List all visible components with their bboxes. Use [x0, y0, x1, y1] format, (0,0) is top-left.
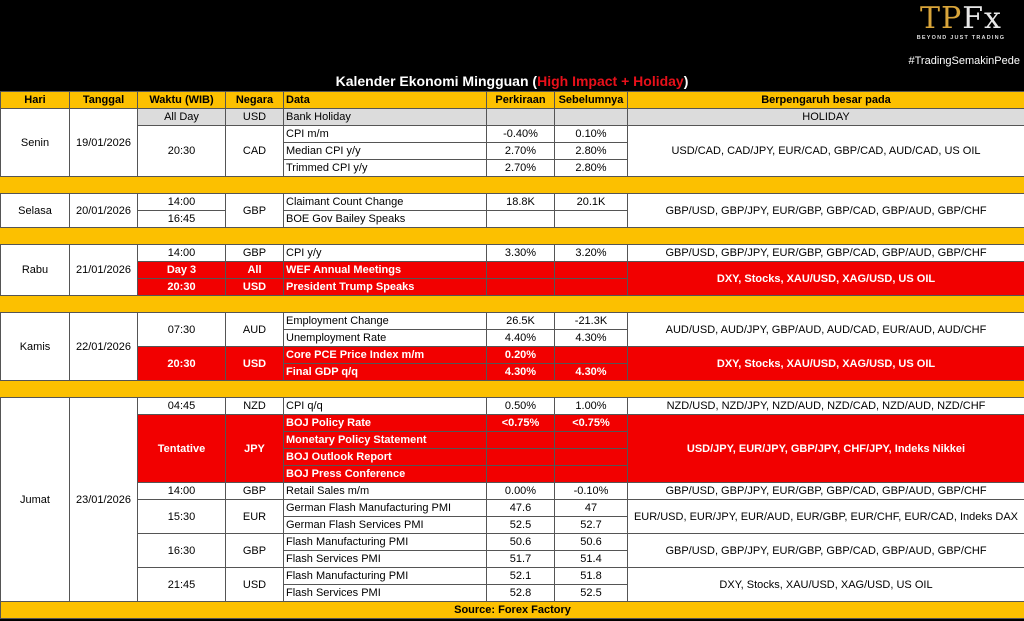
day-name: Jumat [1, 398, 70, 602]
table-row: 14:00 GBP Retail Sales m/m 0.00% -0.10% GBP/USD, GBP/JPY, EUR/GBP, GBP/CAD, GBP/AUD, GBP/CHF [1, 483, 1024, 500]
table-row-high-impact: Day 3 All WEF Annual Meetings DXY, Stocks, XAU/USD, XAG/USD, US OIL [1, 262, 1024, 279]
table-row: Flash Services PMI 52.8 52.5 [1, 585, 1024, 602]
col-perkiraan: Perkiraan [487, 92, 555, 109]
table-row: 16:45 BOE Gov Bailey Speaks [1, 211, 1024, 228]
table-row: Unemployment Rate 4.40% 4.30% [1, 330, 1024, 347]
title-highlight: High Impact + Holiday [537, 73, 684, 89]
logo-tp: TP [920, 1, 963, 36]
spacer-row [1, 296, 1024, 313]
table-row: Flash Services PMI 51.7 51.4 [1, 551, 1024, 568]
table-row: Selasa 20/01/2026 14:00 GBP Claimant Count Change 18.8K 20.1K GBP/USD, GBP/JPY, EUR/GBP, GBP/CAD, GBP/AUD, GBP/CHF [1, 194, 1024, 211]
day-name: Rabu [1, 245, 70, 296]
day-name: Kamis [1, 313, 70, 381]
table-row-high-impact: Tentative JPY BOJ Policy Rate <0.75% <0.75% USD/JPY, EUR/JPY, GBP/JPY, CHF/JPY, Indeks Nikkei [1, 415, 1024, 432]
table-row: Median CPI y/y 2.70% 2.80% [1, 143, 1024, 160]
logo-fx: Fx [962, 1, 1002, 36]
table-row-high-impact: Monetary Policy Statement [1, 432, 1024, 449]
day-name: Selasa [1, 194, 70, 228]
col-impact: Berpengaruh besar pada [628, 92, 1024, 109]
top-banner [0, 0, 1024, 71]
table-row: 20:30 CAD CPI m/m -0.40% 0.10% USD/CAD, CAD/JPY, EUR/CAD, GBP/CAD, AUD/CAD, US OIL [1, 126, 1024, 143]
col-negara: Negara [226, 92, 284, 109]
table-row-high-impact: Final GDP q/q 4.30% 4.30% [1, 364, 1024, 381]
table-row-high-impact: 20:30 USD President Trump Speaks [1, 279, 1024, 296]
date: 21/01/2026 [70, 245, 138, 296]
table-row: Rabu 21/01/2026 14:00 GBP CPI y/y 3.30% 3.20% GBP/USD, GBP/JPY, EUR/GBP, GBP/CAD, GBP/AUD, GBP/CHF [1, 245, 1024, 262]
spacer-row [1, 228, 1024, 245]
date: 19/01/2026 [70, 109, 138, 177]
source-label: Source: Forex Factory [1, 602, 1024, 619]
table-row-high-impact: BOJ Outlook Report [1, 449, 1024, 466]
table-row: Senin 19/01/2026 All Day USD Bank Holiday HOLIDAY [1, 109, 1024, 126]
table-row: Jumat 23/01/2026 04:45 NZD CPI q/q 0.50% 1.00% NZD/USD, NZD/JPY, NZD/AUD, NZD/CAD, NZD/AUD, NZD/CHF [1, 398, 1024, 415]
col-waktu: Waktu (WIB) [138, 92, 226, 109]
table-row: German Flash Services PMI 52.5 52.7 [1, 517, 1024, 534]
logo-tagline: BEYOND JUST TRADING [916, 35, 1006, 41]
table-row: 21:45 USD Flash Manufacturing PMI 52.1 51.8 DXY, Stocks, XAU/USD, XAG/USD, US OIL [1, 568, 1024, 585]
day-name: Senin [1, 109, 70, 177]
table-row-high-impact: 20:30 USD Core PCE Price Index m/m 0.20% DXY, Stocks, XAU/USD, XAG/USD, US OIL [1, 347, 1024, 364]
col-hari: Hari [1, 92, 70, 109]
header-row [1, 92, 1024, 109]
table-row-high-impact: BOJ Press Conference [1, 466, 1024, 483]
economic-calendar-table [0, 91, 1024, 619]
source-row [1, 602, 1024, 619]
holiday-label: HOLIDAY [628, 109, 1024, 126]
page-title: Kalender Ekonomi Mingguan (High Impact + Holiday) [335, 73, 689, 89]
date: 23/01/2026 [70, 398, 138, 602]
table-row: 15:30 EUR German Flash Manufacturing PMI 47.6 47 EUR/USD, EUR/JPY, EUR/AUD, EUR/GBP, EUR/CHF, EUR/CAD, Indeks DAX [1, 500, 1024, 517]
date: 20/01/2026 [70, 194, 138, 228]
table-row: Kamis 22/01/2026 07:30 AUD Employment Change 26.5K -21.3K AUD/USD, AUD/JPY, GBP/AUD, AUD/CAD, EUR/AUD, AUD/CHF [1, 313, 1024, 330]
date: 22/01/2026 [70, 313, 138, 381]
col-sebelumnya: Sebelumnya [555, 92, 628, 109]
col-tanggal: Tanggal [70, 92, 138, 109]
col-data: Data [284, 92, 487, 109]
spacer-row [1, 381, 1024, 398]
tpfx-logo [916, 3, 1006, 41]
table-row: Trimmed CPI y/y 2.70% 2.80% [1, 160, 1024, 177]
spacer-row [1, 177, 1024, 194]
table-row: 16:30 GBP Flash Manufacturing PMI 50.6 50.6 GBP/USD, GBP/JPY, EUR/GBP, GBP/CAD, GBP/AUD, GBP/CHF [1, 534, 1024, 551]
hashtag: #TradingSemakinPede [908, 55, 1020, 67]
